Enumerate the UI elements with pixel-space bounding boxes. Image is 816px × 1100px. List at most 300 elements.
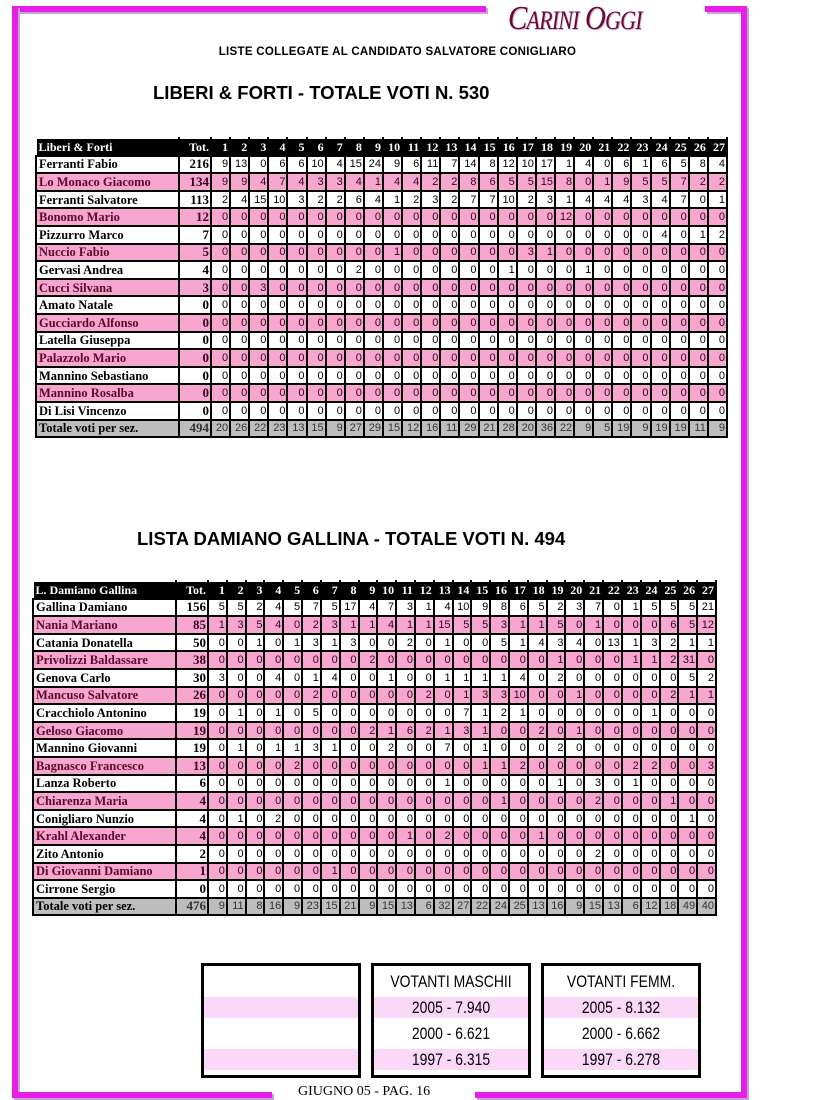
candidate-total: 0 <box>179 384 211 402</box>
section-5-votes: 0 <box>287 314 306 332</box>
section-4-votes: 0 <box>268 367 287 385</box>
section-17-votes: 0 <box>509 845 528 863</box>
section-15-votes: 0 <box>471 863 490 881</box>
header-section-11: 11 <box>402 138 421 156</box>
section-11-votes: 0 <box>396 792 415 810</box>
section-25-votes: 0 <box>660 880 679 898</box>
section-5-votes: 0 <box>287 261 306 279</box>
section-25-votes: 0 <box>660 669 679 687</box>
candidate-name: Cucci Silvana <box>36 279 179 297</box>
section-5-votes: 0 <box>283 810 302 828</box>
section-24-total: 19 <box>651 420 670 438</box>
section-7-votes: 0 <box>326 349 345 367</box>
section-14-votes: 0 <box>459 261 478 279</box>
section-9-votes: 0 <box>359 687 378 705</box>
section-8-votes: 0 <box>340 792 359 810</box>
section-1-votes: 0 <box>211 296 230 314</box>
header-section-25: 25 <box>660 581 679 599</box>
section-11-votes: 0 <box>396 880 415 898</box>
section-8-votes: 0 <box>340 863 359 881</box>
section-12-votes: 11 <box>421 156 440 174</box>
section-11-votes: 0 <box>396 845 415 863</box>
section-18-total: 36 <box>536 420 555 438</box>
section-2-votes: 0 <box>227 687 246 705</box>
section-8-votes: 1 <box>340 616 359 634</box>
section-22-votes: 0 <box>603 687 622 705</box>
section-26-votes: 0 <box>678 827 697 845</box>
section-2-votes: 9 <box>230 173 249 191</box>
section-21-votes: 0 <box>584 634 603 652</box>
section-12-votes: 0 <box>421 261 440 279</box>
section-1-votes: 0 <box>208 704 227 722</box>
section-26-votes: 0 <box>678 775 697 793</box>
section-20-votes: 0 <box>574 226 593 244</box>
section-11-votes: 0 <box>396 775 415 793</box>
section-4-votes: 0 <box>268 332 287 350</box>
section-6-votes: 3 <box>302 739 321 757</box>
section-25-votes: 0 <box>660 775 679 793</box>
header-section-18: 18 <box>528 581 547 599</box>
table-row <box>36 279 727 297</box>
section-4-votes: 0 <box>264 687 283 705</box>
section-2-votes: 0 <box>230 402 249 420</box>
header-section-23: 23 <box>622 581 641 599</box>
candidate-total: 38 <box>176 651 208 669</box>
section-7-votes: 0 <box>321 687 340 705</box>
section-4-votes: 1 <box>264 739 283 757</box>
section-19-votes: 3 <box>547 634 566 652</box>
section-13-votes: 0 <box>440 208 459 226</box>
section-16-votes: 0 <box>490 775 509 793</box>
section-23-votes: 0 <box>622 863 641 881</box>
section-8-votes: 0 <box>345 208 364 226</box>
section-11-votes: 0 <box>402 367 421 385</box>
section-17-votes: 1 <box>509 634 528 652</box>
male-voters-title: VOTANTI MASCHII <box>390 972 512 991</box>
section-21-votes: 0 <box>593 349 612 367</box>
section-5-votes: 0 <box>287 349 306 367</box>
header-section-26: 26 <box>689 138 708 156</box>
section-11-votes: 6 <box>402 156 421 174</box>
section-26-votes: 0 <box>678 739 697 757</box>
header-section-24: 24 <box>641 581 660 599</box>
section-22-votes: 4 <box>612 191 631 209</box>
section-15-total: 21 <box>479 420 498 438</box>
section-13-votes: 7 <box>440 156 459 174</box>
section-13-votes: 2 <box>440 173 459 191</box>
section-10-votes: 0 <box>383 226 402 244</box>
section-22-votes: 6 <box>612 156 631 174</box>
section-8-votes: 0 <box>340 669 359 687</box>
section-17-votes: 0 <box>517 314 536 332</box>
section-9-votes: 0 <box>364 244 383 262</box>
section-9-votes: 0 <box>364 332 383 350</box>
section-23-votes: 0 <box>622 827 641 845</box>
section-19-votes: 0 <box>555 244 574 262</box>
section-4-votes: 7 <box>268 173 287 191</box>
section-17-total: 25 <box>509 898 528 916</box>
section-23-votes: 1 <box>631 156 650 174</box>
section-15-votes: 0 <box>479 384 498 402</box>
section-27-votes: 0 <box>708 279 727 297</box>
section-13-votes: 0 <box>434 687 453 705</box>
section-1-votes: 0 <box>211 367 230 385</box>
section-18-votes: 0 <box>528 651 547 669</box>
section-26-votes: 0 <box>678 845 697 863</box>
section-22-votes: 0 <box>612 332 631 350</box>
section-19-votes: 0 <box>547 845 566 863</box>
section-18-votes: 0 <box>528 704 547 722</box>
section-17-votes: 0 <box>509 651 528 669</box>
candidate-name: Mancuso Salvatore <box>33 687 176 705</box>
candidate-name: Di Lisi Vincenzo <box>36 402 179 420</box>
section-22-votes: 13 <box>603 634 622 652</box>
female-voters-2000: 2000 - 6.662 <box>581 1024 661 1043</box>
section-20-votes: 0 <box>565 704 584 722</box>
section-25-votes: 0 <box>670 226 689 244</box>
section-18-votes: 1 <box>536 244 555 262</box>
section-27-votes: 0 <box>697 863 716 881</box>
section-21-votes: 0 <box>593 296 612 314</box>
section-7-votes: 0 <box>326 208 345 226</box>
section-1-votes: 0 <box>211 384 230 402</box>
section-21-votes: 1 <box>593 173 612 191</box>
section-24-votes: 0 <box>651 279 670 297</box>
section-1-votes: 0 <box>211 314 230 332</box>
section-15-votes: 0 <box>479 244 498 262</box>
section-4-votes: 0 <box>268 279 287 297</box>
section-25-votes: 0 <box>660 810 679 828</box>
section-9-votes: 0 <box>359 634 378 652</box>
section-12-votes: 0 <box>421 296 440 314</box>
section-2-votes: 0 <box>227 827 246 845</box>
section-24-votes: 0 <box>641 687 660 705</box>
section-15-votes: 0 <box>471 845 490 863</box>
section-1-votes: 0 <box>208 863 227 881</box>
section-3-votes: 0 <box>246 880 265 898</box>
section-19-votes: 2 <box>547 739 566 757</box>
section-24-votes: 0 <box>651 314 670 332</box>
section-4-votes: 0 <box>264 722 283 740</box>
section-2-votes: 3 <box>227 616 246 634</box>
section-10-votes: 0 <box>377 810 396 828</box>
section-20-votes: 4 <box>574 156 593 174</box>
section-25-votes: 1 <box>660 792 679 810</box>
section-26-votes: 0 <box>678 792 697 810</box>
section-15-votes: 0 <box>479 332 498 350</box>
section-13-votes: 0 <box>440 402 459 420</box>
section-19-votes: 0 <box>555 279 574 297</box>
section-26-votes: 0 <box>678 880 697 898</box>
section-26-votes: 5 <box>678 669 697 687</box>
section-15-votes: 0 <box>471 827 490 845</box>
section-27-votes: 2 <box>708 226 727 244</box>
section-18-votes: 0 <box>528 775 547 793</box>
candidate-total: 50 <box>176 634 208 652</box>
section-2-votes: 0 <box>230 279 249 297</box>
section-14-votes: 0 <box>453 651 472 669</box>
section-11-votes: 3 <box>396 599 415 617</box>
table-header-row <box>36 138 727 156</box>
section-17-votes: 0 <box>517 226 536 244</box>
candidate-name: Gervasi Andrea <box>36 261 179 279</box>
section-20-votes: 4 <box>574 191 593 209</box>
section-1-votes: 0 <box>211 226 230 244</box>
section-12-votes: 0 <box>415 757 434 775</box>
section-14-votes: 0 <box>459 314 478 332</box>
section-20-votes: 0 <box>565 880 584 898</box>
section-15-votes: 0 <box>479 279 498 297</box>
section-2-votes: 0 <box>227 722 246 740</box>
section-10-votes: 0 <box>377 775 396 793</box>
section-21-votes: 1 <box>584 616 603 634</box>
section-8-votes: 0 <box>345 314 364 332</box>
table-row <box>33 634 716 652</box>
section-3-votes: 0 <box>246 651 265 669</box>
section-3-votes: 0 <box>249 332 268 350</box>
table-row <box>36 296 727 314</box>
section-2-votes: 0 <box>230 261 249 279</box>
section-25-votes: 0 <box>670 208 689 226</box>
section-5-votes: 6 <box>287 156 306 174</box>
section-18-votes: 0 <box>536 296 555 314</box>
section-22-votes: 0 <box>603 599 622 617</box>
section-17-votes: 0 <box>509 775 528 793</box>
section-25-votes: 0 <box>670 332 689 350</box>
section-8-votes: 0 <box>340 687 359 705</box>
section-10-votes: 0 <box>383 296 402 314</box>
section-24-votes: 0 <box>651 349 670 367</box>
section-8-votes: 0 <box>340 739 359 757</box>
candidate-name: Privolizzi Baldassare <box>33 651 176 669</box>
candidate-total: 0 <box>179 296 211 314</box>
section-4-votes: 2 <box>264 810 283 828</box>
female-voters-2005: 2005 - 8.132 <box>581 998 661 1017</box>
section-24-votes: 5 <box>641 599 660 617</box>
female-voters-title: VOTANTI FEMM. <box>566 972 676 991</box>
section-21-votes: 2 <box>584 845 603 863</box>
section-11-votes: 0 <box>402 314 421 332</box>
section-7-votes: 3 <box>326 173 345 191</box>
section-9-total: 29 <box>364 420 383 438</box>
candidate-name: Lanza Roberto <box>33 775 176 793</box>
section-15-votes: 0 <box>479 402 498 420</box>
section-7-votes: 0 <box>326 244 345 262</box>
section-23-votes: 0 <box>631 279 650 297</box>
section-21-votes: 0 <box>593 226 612 244</box>
section-26-votes: 1 <box>678 634 697 652</box>
section-19-votes: 0 <box>547 704 566 722</box>
female-voters-1997: 1997 - 6.278 <box>581 1050 661 1069</box>
section-3-votes: 0 <box>249 208 268 226</box>
section-11-votes: 0 <box>396 669 415 687</box>
section-12-votes: 0 <box>415 845 434 863</box>
section-23-votes: 0 <box>631 314 650 332</box>
section-2-votes: 13 <box>230 156 249 174</box>
section-5-votes: 0 <box>287 226 306 244</box>
section-9-total: 9 <box>359 898 378 916</box>
section-21-votes: 0 <box>593 384 612 402</box>
section-14-votes: 0 <box>459 244 478 262</box>
section-27-votes: 0 <box>697 775 716 793</box>
section-12-votes: 0 <box>421 226 440 244</box>
section-21-votes: 0 <box>593 279 612 297</box>
table-row <box>33 775 716 793</box>
section-4-votes: 0 <box>264 827 283 845</box>
section-8-votes: 0 <box>340 810 359 828</box>
totals-row <box>33 898 716 916</box>
section-11-votes: 0 <box>396 651 415 669</box>
section-23-votes: 1 <box>622 599 641 617</box>
section-11-votes: 0 <box>396 757 415 775</box>
section-10-votes: 0 <box>377 757 396 775</box>
section-6-votes: 0 <box>307 349 326 367</box>
votes-table-damiano-gallina <box>32 580 717 916</box>
section-22-votes: 0 <box>603 880 622 898</box>
candidate-total: 4 <box>176 810 208 828</box>
section-4-votes: 4 <box>264 599 283 617</box>
section-13-votes: 0 <box>440 244 459 262</box>
section-1-votes: 0 <box>208 634 227 652</box>
section-1-total: 9 <box>208 898 227 916</box>
section-7-votes: 0 <box>326 279 345 297</box>
section-4-votes: 0 <box>268 349 287 367</box>
section-9-votes: 0 <box>359 739 378 757</box>
section-21-total: 5 <box>593 420 612 438</box>
section-16-votes: 1 <box>490 669 509 687</box>
candidate-name: Gallina Damiano <box>33 599 176 617</box>
section-25-votes: 0 <box>670 261 689 279</box>
section-27-votes: 0 <box>697 880 716 898</box>
table-row <box>33 810 716 828</box>
section-9-votes: 0 <box>364 208 383 226</box>
section-4-votes: 0 <box>268 226 287 244</box>
section-13-votes: 1 <box>434 634 453 652</box>
candidate-name: Mannino Rosalba <box>36 384 179 402</box>
section-23-total: 9 <box>631 420 650 438</box>
section-8-votes: 17 <box>340 599 359 617</box>
section-24-votes: 1 <box>641 651 660 669</box>
candidate-name: Amato Natale <box>36 296 179 314</box>
section-4-votes: 0 <box>264 775 283 793</box>
section-25-votes: 0 <box>660 863 679 881</box>
section-23-votes: 0 <box>622 845 641 863</box>
section-4-votes: 0 <box>264 863 283 881</box>
section-1-votes: 0 <box>208 792 227 810</box>
table-row <box>36 261 727 279</box>
section-3-votes: 1 <box>246 634 265 652</box>
header-section-14: 14 <box>453 581 472 599</box>
section-19-votes: 0 <box>555 314 574 332</box>
section-19-votes: 0 <box>555 384 574 402</box>
section-18-votes: 0 <box>528 810 547 828</box>
table-row <box>33 599 716 617</box>
section-12-votes: 2 <box>415 722 434 740</box>
table1-title: LIBERI & FORTI - TOTALE VOTI N. 530 <box>153 82 490 103</box>
section-18-votes: 5 <box>528 599 547 617</box>
section-12-votes: 0 <box>421 279 440 297</box>
section-16-votes: 0 <box>498 279 517 297</box>
section-9-votes: 24 <box>364 156 383 174</box>
section-23-votes: 0 <box>631 261 650 279</box>
section-14-votes: 0 <box>453 739 472 757</box>
section-4-total: 23 <box>268 420 287 438</box>
section-6-votes: 0 <box>307 261 326 279</box>
table-row <box>36 156 727 174</box>
section-20-votes: 0 <box>565 792 584 810</box>
section-15-votes: 0 <box>471 775 490 793</box>
section-20-votes: 0 <box>574 332 593 350</box>
section-1-votes: 0 <box>211 244 230 262</box>
section-6-votes: 0 <box>307 226 326 244</box>
section-15-votes: 0 <box>471 651 490 669</box>
section-27-votes: 0 <box>708 261 727 279</box>
section-25-total: 18 <box>660 898 679 916</box>
section-13-votes: 0 <box>440 349 459 367</box>
header-section-22: 22 <box>612 138 631 156</box>
section-7-votes: 1 <box>321 739 340 757</box>
section-6-votes: 0 <box>307 367 326 385</box>
section-16-votes: 0 <box>490 863 509 881</box>
section-27-votes: 0 <box>708 402 727 420</box>
section-10-votes: 0 <box>377 651 396 669</box>
section-17-total: 20 <box>517 420 536 438</box>
section-10-votes: 0 <box>377 845 396 863</box>
section-14-votes: 0 <box>453 634 472 652</box>
section-26-votes: 0 <box>689 208 708 226</box>
section-20-votes: 0 <box>565 757 584 775</box>
candidate-total: 5 <box>179 244 211 262</box>
section-18-votes: 0 <box>528 880 547 898</box>
section-26-votes: 0 <box>689 349 708 367</box>
candidate-total: 1 <box>176 863 208 881</box>
section-25-votes: 0 <box>670 314 689 332</box>
section-22-votes: 0 <box>603 704 622 722</box>
section-12-votes: 0 <box>421 332 440 350</box>
header-section-2: 2 <box>230 138 249 156</box>
section-9-votes: 0 <box>359 845 378 863</box>
section-2-votes: 0 <box>227 634 246 652</box>
section-3-votes: 0 <box>249 296 268 314</box>
header-section-9: 9 <box>359 581 378 599</box>
candidate-name: Cirrone Sergio <box>33 880 176 898</box>
section-26-votes: 0 <box>689 314 708 332</box>
section-20-votes: 0 <box>565 775 584 793</box>
section-26-votes: 0 <box>678 863 697 881</box>
section-22-votes: 0 <box>612 296 631 314</box>
section-11-votes: 0 <box>396 810 415 828</box>
section-7-votes: 5 <box>321 599 340 617</box>
section-19-votes: 0 <box>547 687 566 705</box>
section-2-votes: 0 <box>230 226 249 244</box>
section-11-votes: 2 <box>396 634 415 652</box>
section-14-votes: 0 <box>453 827 472 845</box>
section-16-votes: 0 <box>498 314 517 332</box>
frame-left <box>12 6 18 1098</box>
table-row <box>33 704 716 722</box>
section-3-votes: 0 <box>249 314 268 332</box>
male-voters-box <box>371 963 531 1078</box>
section-18-votes: 0 <box>536 349 555 367</box>
section-9-votes: 0 <box>359 757 378 775</box>
header-section-17: 17 <box>509 581 528 599</box>
section-23-votes: 0 <box>631 226 650 244</box>
section-7-votes: 0 <box>321 775 340 793</box>
section-16-votes: 0 <box>498 226 517 244</box>
section-21-votes: 0 <box>584 722 603 740</box>
section-6-votes: 1 <box>302 669 321 687</box>
section-3-votes: 0 <box>246 863 265 881</box>
